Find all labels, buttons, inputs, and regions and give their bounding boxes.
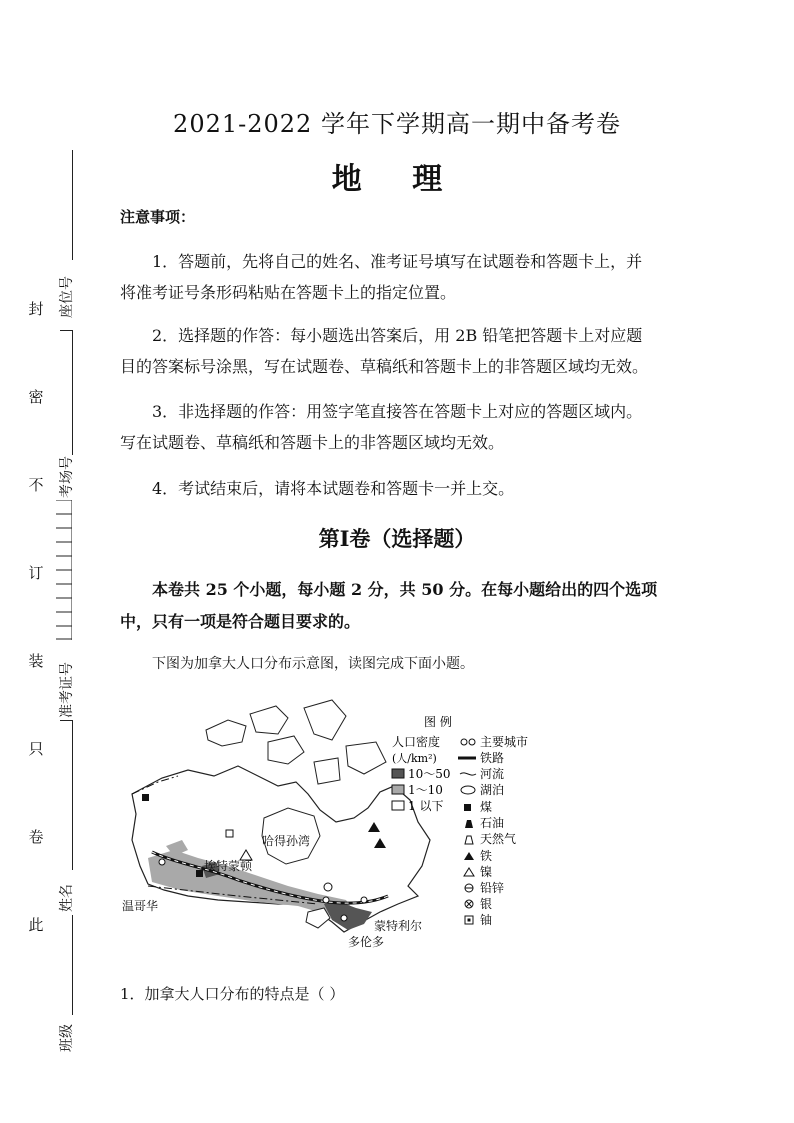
coal-symbol — [196, 870, 203, 877]
arctic-island — [268, 736, 304, 764]
legend-title: 图 例 — [424, 715, 452, 729]
city-dot — [361, 897, 367, 903]
legend-iron-icon — [464, 852, 474, 860]
arctic-island — [314, 758, 340, 784]
seal-char: 装 — [28, 652, 44, 670]
arctic-island — [250, 706, 288, 734]
exam-title: 2021-2022 学年下学期高一期中备考卷 — [173, 110, 621, 138]
binding-line — [72, 915, 73, 1015]
legend-item: 天然气 — [480, 832, 517, 846]
seal-char: 不 — [28, 476, 44, 494]
label-edmonton: 埃特蒙顿 — [204, 859, 253, 873]
legend-item: 镍 — [480, 865, 493, 879]
legend-oil-icon — [465, 820, 473, 828]
legend-item: 石油 — [480, 816, 505, 830]
legend-river-icon — [460, 773, 476, 775]
notice-line: 目的答案标号涂黑，写在试题卷、草稿纸和答题卡上的非答题区域均无效。 — [120, 357, 649, 376]
instr-line: 本卷共 25 个小题，每小题 2 分，共 50 分。在每小题给出的四个选项 — [152, 580, 658, 599]
legend-item: 湖泊 — [480, 783, 505, 797]
section-title: 第Ⅰ卷（选择题） — [318, 526, 476, 551]
label-hudson: 哈得孙湾 — [262, 834, 311, 848]
legend-item: 铁 — [480, 849, 493, 863]
class-label: 班级 — [59, 1024, 75, 1052]
binding-tick — [60, 330, 73, 331]
exam-room-label: 考场号 — [59, 456, 75, 498]
silver-symbol — [324, 883, 332, 891]
notice-item — [120, 320, 690, 382]
notice-item — [120, 246, 690, 308]
seat-number-label: 座位号 — [59, 276, 75, 318]
legend-density-unit: (人/km²) — [392, 752, 437, 765]
notice-line: 写在试题卷、草稿纸和答题卡上的非答题区域均无效。 — [120, 433, 505, 452]
map-figure — [118, 690, 548, 950]
notice-item — [120, 473, 690, 504]
legend-item: 主要城市 — [480, 735, 529, 749]
legend-density-high: 10～50 — [408, 767, 451, 781]
city-dot — [341, 915, 347, 921]
legend-density-low: 1 以下 — [408, 799, 444, 813]
legend-item: 银 — [480, 897, 493, 911]
binding-line — [72, 720, 73, 870]
notice-item — [120, 396, 690, 458]
name-label: 姓名 — [59, 884, 75, 912]
legend-city-icon — [469, 739, 475, 745]
uranium-symbol — [226, 830, 233, 837]
notice-line: 2．选择题的作答：每小题选出答案后，用 2B 铅笔把答题卡上对应题 — [152, 326, 643, 345]
notice-line: 3．非选择题的作答：用签字笔直接答在答题卡上对应的答题区域内。 — [152, 402, 643, 421]
question-1: 1．加拿大人口分布的特点是（ ） — [120, 985, 345, 1003]
section-instructions — [120, 574, 690, 638]
notice-line: 1．答题前，先将自己的姓名、准考证号填写在试题卷和答题卡上，并 — [152, 252, 643, 271]
legend-lake-icon — [461, 786, 475, 794]
city-dot — [159, 859, 165, 865]
notice-line: 将准考证号条形码粘贴在答题卡上的指定位置。 — [120, 283, 457, 302]
label-montreal: 蒙特利尔 — [374, 919, 423, 933]
binding-tick — [60, 720, 73, 721]
arctic-island — [304, 700, 346, 740]
ticket-number-grid — [50, 500, 72, 640]
grid-lines — [50, 500, 72, 640]
seal-char: 订 — [28, 564, 44, 582]
seal-char: 封 — [28, 300, 44, 318]
city-dot — [323, 897, 329, 903]
legend-density-title: 人口密度 — [392, 735, 441, 749]
seal-char: 只 — [28, 740, 44, 758]
legend-item: 铅锌 — [480, 881, 505, 895]
legend-item: 河流 — [480, 767, 505, 781]
notice-heading: 注意事项： — [120, 208, 196, 226]
legend-city-icon — [461, 739, 467, 745]
legend-item: 煤 — [480, 800, 493, 814]
legend-density-mid: 1～10 — [408, 783, 443, 797]
arctic-island — [206, 720, 246, 746]
subject-title: 地 理 — [331, 162, 463, 197]
legend-item: 铀 — [480, 913, 493, 927]
legend-swatch-mid — [392, 785, 404, 794]
legend-swatch-low — [392, 801, 404, 810]
coal-symbol — [142, 794, 149, 801]
seal-char: 此 — [28, 916, 44, 934]
canada-population-map — [118, 690, 548, 950]
arctic-island — [346, 742, 386, 774]
seal-char: 密 — [28, 388, 44, 406]
label-vancouver: 温哥华 — [122, 899, 159, 913]
instr-line: 中，只有一项是符合题目要求的。 — [120, 612, 361, 631]
binding-line — [72, 330, 73, 455]
legend-coal-icon — [464, 804, 471, 811]
figure-intro: 下图为加拿大人口分布示意图，读图完成下面小题。 — [152, 656, 474, 672]
seal-char: 卷 — [28, 828, 44, 846]
legend-swatch-high — [392, 769, 404, 778]
label-toronto: 多伦多 — [348, 935, 385, 949]
notice-line: 4．考试结束后，请将本试题卷和答题卡一并上交。 — [152, 479, 515, 498]
legend-nickel-icon — [464, 868, 474, 876]
ticket-number-label: 准考证号 — [59, 662, 75, 718]
legend-gas-icon — [465, 836, 473, 844]
legend-item: 铁路 — [480, 751, 505, 765]
